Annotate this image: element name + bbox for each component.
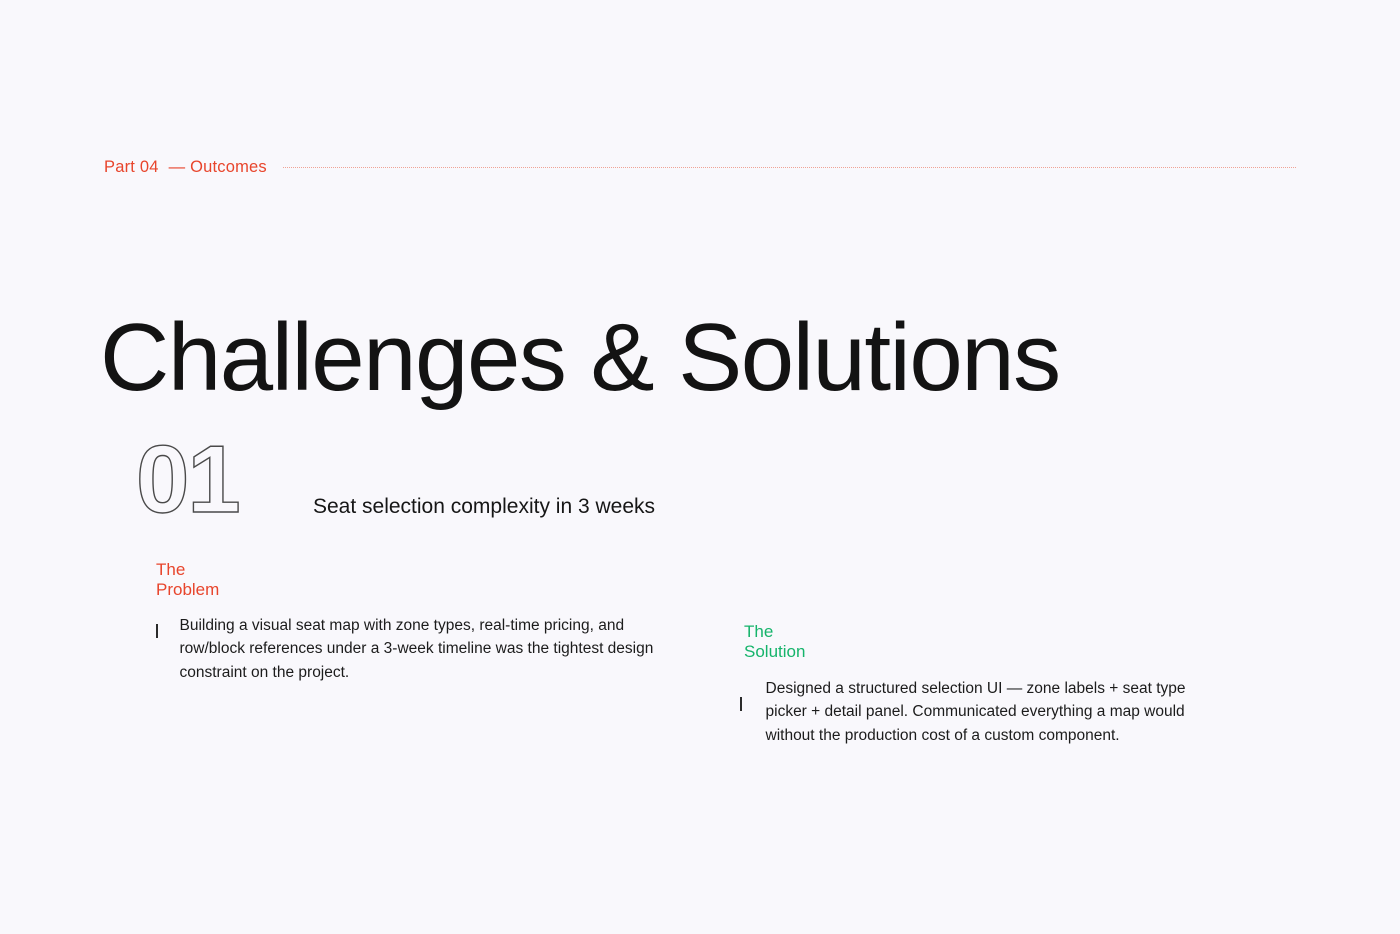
page-title: Challenges & Solutions <box>100 304 1060 412</box>
solution-block <box>740 661 1260 763</box>
challenge-heading: Seat selection complexity in 3 weeks <box>313 495 655 518</box>
problem-text: Building a visual seat map with zone types, real-time pricing, and row/block references under a 3-week timeline was the tightest design constraint on the project. <box>179 616 654 681</box>
breadcrumb <box>104 158 1296 177</box>
solution-label: The Solution <box>744 622 806 661</box>
quote-bar-icon <box>156 624 158 638</box>
problem-block <box>156 598 666 700</box>
problem-label: The Problem <box>156 560 220 599</box>
solution-text: Designed a structured selection UI — zone labels + seat type picker + detail panel. Communicated everything a map would without the production cost of a custom component. <box>765 679 1186 744</box>
quote-bar-icon <box>740 697 742 711</box>
breadcrumb-part: Part 04 <box>104 158 159 176</box>
breadcrumb-rule <box>283 167 1296 169</box>
breadcrumb-section: — Outcomes <box>168 158 267 176</box>
challenge-number: 01 <box>136 426 239 533</box>
